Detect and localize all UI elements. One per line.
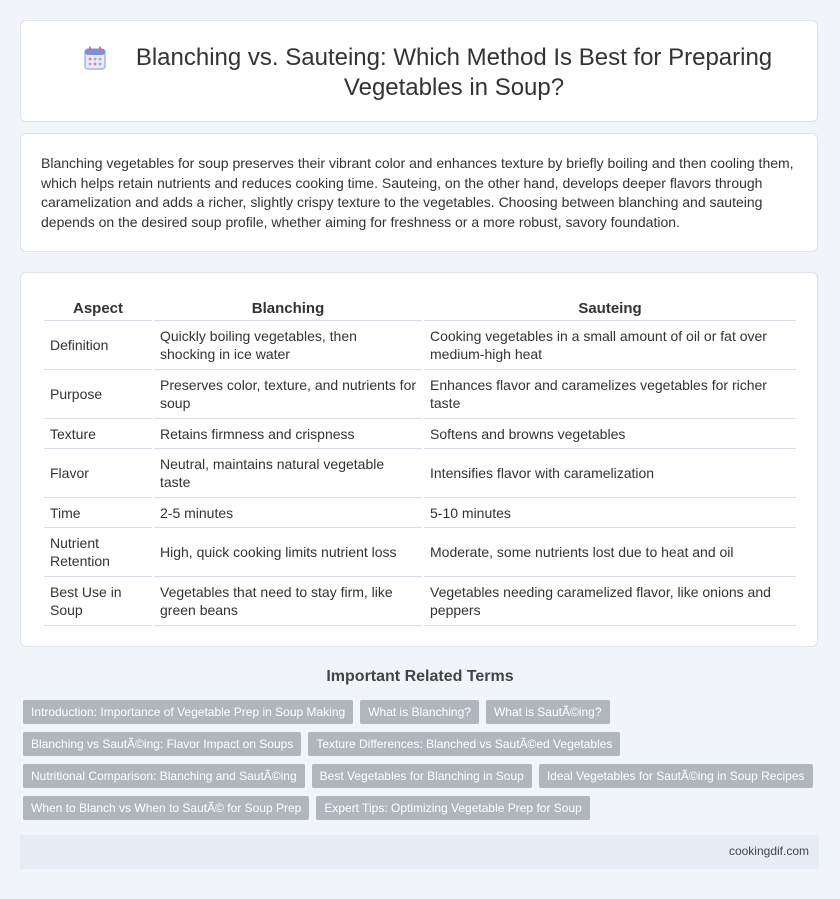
calendar-icon <box>84 46 106 70</box>
table-cell: 2-5 minutes <box>154 498 422 528</box>
table-cell: Flavor <box>44 449 152 498</box>
tag-row <box>23 796 823 820</box>
table-cell: Purpose <box>44 370 152 419</box>
header-aspect: Aspect <box>44 295 152 321</box>
table-cell: Enhances flavor and caramelizes vegetables for richer taste <box>424 370 796 419</box>
table-cell: Texture <box>44 419 152 449</box>
table-cell: Retains firmness and crispness <box>154 419 422 449</box>
related-term-link[interactable]: When to Blanch vs When to SautÃ© for Soup Prep <box>23 796 309 820</box>
table-cell: Preserves color, texture, and nutrients for soup <box>154 370 422 419</box>
comparison-table-card <box>20 272 818 647</box>
table-row <box>44 528 796 577</box>
related-term-link[interactable]: Introduction: Importance of Vegetable Prep in Soup Making <box>23 700 353 724</box>
header-sauteing: Sauteing <box>424 295 796 321</box>
related-term-link[interactable]: What is SautÃ©ing? <box>486 700 610 724</box>
related-term-link[interactable]: Nutritional Comparison: Blanching and SautÃ©ing <box>23 764 305 788</box>
tag-row <box>23 764 823 788</box>
table-cell: Nutrient Retention <box>44 528 152 577</box>
related-term-link[interactable]: Expert Tips: Optimizing Vegetable Prep for Soup <box>316 796 589 820</box>
related-term-link[interactable]: Ideal Vegetables for SautÃ©ing in Soup Recipes <box>539 764 813 788</box>
related-term-link[interactable]: What is Blanching? <box>360 700 479 724</box>
table-cell: Vegetables needing caramelized flavor, like onions and peppers <box>424 577 796 626</box>
table-cell: Softens and browns vegetables <box>424 419 796 449</box>
table-header-row <box>44 295 796 321</box>
table-row <box>44 577 796 626</box>
table-cell: Intensifies flavor with caramelization <box>424 449 796 498</box>
comparison-table <box>42 295 798 626</box>
intro-paragraph: Blanching vegetables for soup preserves their vibrant color and enhances texture by briefly boiling and then cooling them, which helps retain nutrients and reduces cooking time. Sauteing, on the other hand, develops deeper flavors through caramelization and adds a richer, slightly crispy texture to the vegetables. Choosing between blanching and sauteing depends on the desired soup profile, whether aiming for freshness or a more robust, savory foundation. <box>41 155 794 230</box>
page-title: Blanching vs. Sauteing: Which Method Is Best for Preparing Vegetables in Soup? <box>135 44 773 101</box>
table-cell: Moderate, some nutrients lost due to heat and oil <box>424 528 796 577</box>
table-cell: Cooking vegetables in a small amount of oil or fat over medium-high heat <box>424 321 796 370</box>
title-card <box>20 20 818 122</box>
table-cell: 5-10 minutes <box>424 498 796 528</box>
footer-site-link[interactable]: cookingdif.com <box>728 844 809 858</box>
table-row <box>44 449 796 498</box>
table-row <box>44 498 796 528</box>
related-term-link[interactable]: Best Vegetables for Blanching in Soup <box>312 764 532 788</box>
table-cell: Vegetables that need to stay firm, like green beans <box>154 577 422 626</box>
table-row <box>44 370 796 419</box>
table-cell: Neutral, maintains natural vegetable taste <box>154 449 422 498</box>
table-cell: Time <box>44 498 152 528</box>
intro-card <box>20 133 818 252</box>
tag-row <box>23 732 823 756</box>
header-blanching: Blanching <box>154 295 422 321</box>
table-row <box>44 419 796 449</box>
related-term-link[interactable]: Blanching vs SautÃ©ing: Flavor Impact on Soups <box>23 732 301 756</box>
table-cell: Best Use in Soup <box>44 577 152 626</box>
tag-row <box>23 700 823 724</box>
table-cell: Quickly boiling vegetables, then shocking in ice water <box>154 321 422 370</box>
related-term-link[interactable]: Texture Differences: Blanched vs SautÃ©ed Vegetables <box>308 732 620 756</box>
table-row <box>44 321 796 370</box>
table-cell: High, quick cooking limits nutrient loss <box>154 528 422 577</box>
table-cell: Definition <box>44 321 152 370</box>
related-terms-list <box>23 700 823 828</box>
footer <box>20 835 819 869</box>
related-terms-heading: Important Related Terms <box>326 668 514 685</box>
